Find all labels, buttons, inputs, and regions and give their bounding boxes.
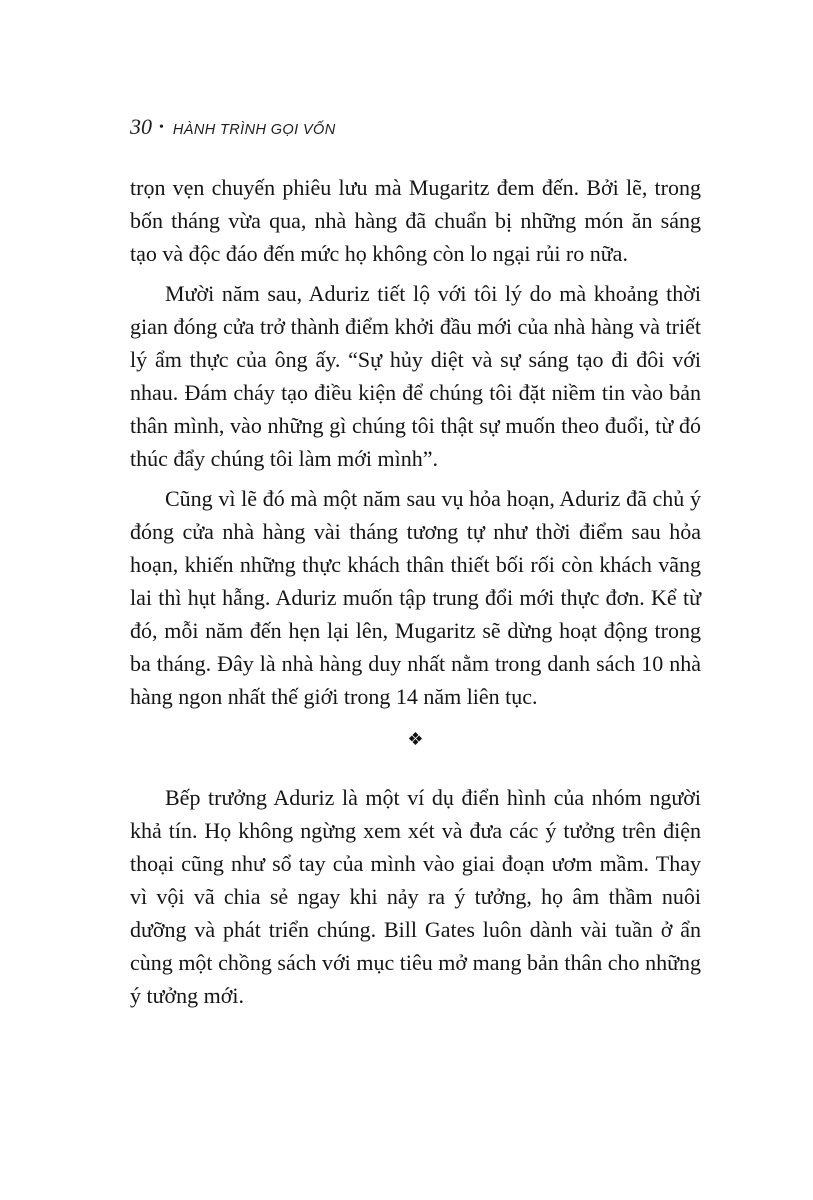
paragraph-4: Bếp trưởng Aduriz là một ví dụ điển hình của nhóm người khả tín. Họ không ngừng xem xét và đưa các ý tưởng trên điện thoại cũng như sổ tay của mình vào giai đoạn ươm mầm. Thay vì vội vã chia sẻ ngay khi nảy ra ý tưởng, họ âm thầm nuôi dưỡng và phát triển chúng. Bill Gates luôn dành vài tuần ở ẩn cùng một chồng sách với mục tiêu mở mang bản thân cho những ý tưởng mới. <box>130 785 701 1008</box>
header-separator-dot: • <box>159 120 164 135</box>
page-header <box>130 114 336 140</box>
page-number: 30 <box>130 114 152 139</box>
running-title: HÀNH TRÌNH GỌI VỐN <box>172 122 336 138</box>
paragraph-1: trọn vẹn chuyến phiêu lưu mà Mugaritz đem đến. Bởi lẽ, trong bốn tháng vừa qua, nhà hàng đã chuẩn bị những món ăn sáng tạo và độc đáo đến mức họ không còn lo ngại rủi ro nữa. <box>130 175 701 266</box>
paragraph-3: Cũng vì lẽ đó mà một năm sau vụ hỏa hoạn, Aduriz đã chủ ý đóng cửa nhà hàng vài tháng tương tự như thời điểm sau hỏa hoạn, khiến những thực khách thân thiết bối rối còn khách vãng lai thì hụt hẫng. Aduriz muốn tập trung đổi mới thực đơn. Kể từ đó, mỗi năm đến hẹn lại lên, Mugaritz sẽ dừng hoạt động trong ba tháng. Đây là nhà hàng duy nhất nằm trong danh sách 10 nhà hàng ngon nhất thế giới trong 14 năm liên tục. <box>130 486 701 709</box>
section-break-ornament-icon: ❖ <box>407 729 424 749</box>
paragraph-2: Mười năm sau, Aduriz tiết lộ với tôi lý do mà khoảng thời gian đóng cửa trở thành điểm khởi đầu mới của nhà hàng và triết lý ẩm thực của ông ấy. “Sự hủy diệt và sự sáng tạo đi đôi với nhau. Đám cháy tạo điều kiện để chúng tôi đặt niềm tin vào bản thân mình, vào những gì chúng tôi thật sự muốn theo đuổi, từ đó thúc đẩy chúng tôi làm mới mình”. <box>130 281 701 471</box>
page-body <box>130 171 701 1019</box>
